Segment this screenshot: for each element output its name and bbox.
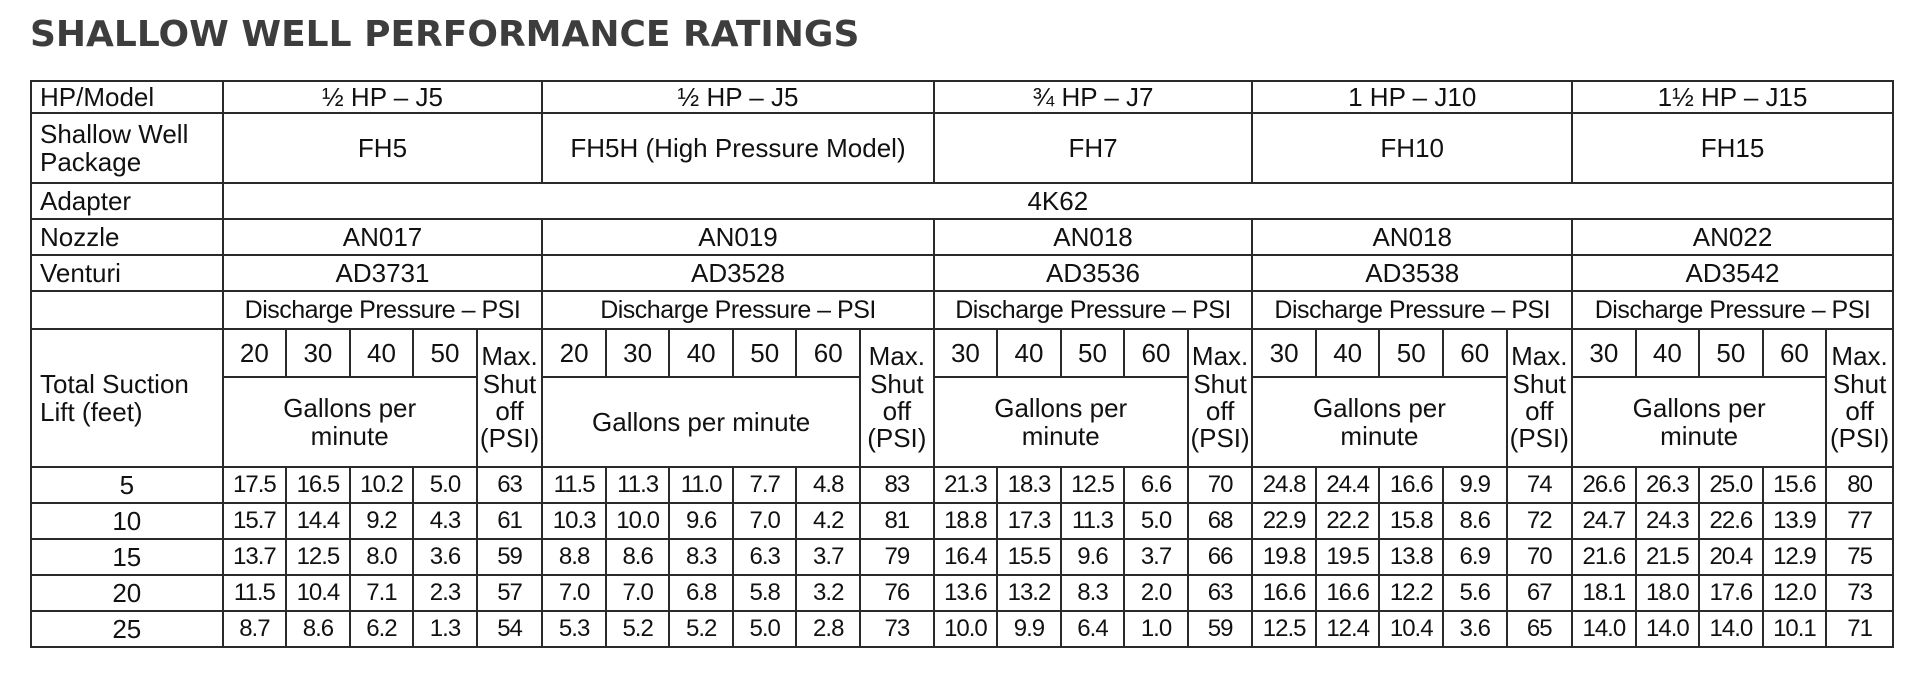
gpm-value: 13.2: [997, 575, 1061, 611]
hp-model-cell: ¾ HP – J7: [934, 81, 1253, 113]
gpm-value: 3.6: [1443, 611, 1507, 647]
max-shutoff-line: off: [495, 396, 524, 426]
table-row: [31, 503, 1893, 539]
gpm-value: 14.0: [1572, 611, 1636, 647]
max-shutoff-value: 75: [1826, 539, 1893, 575]
hp-model-cell: 1½ HP – J15: [1572, 81, 1893, 113]
max-shutoff-line: off: [1845, 396, 1874, 426]
hp-model-cell: 1 HP – J10: [1252, 81, 1572, 113]
max-shutoff-line: Shut: [1193, 368, 1247, 399]
gpm-value: 2.8: [796, 611, 860, 647]
pressure-header: 40: [350, 329, 414, 377]
pressure-header: 60: [1124, 329, 1188, 377]
package-cell: FH5: [223, 113, 543, 183]
gpm-value: 7.0: [606, 575, 670, 611]
gpm-value: 10.0: [934, 611, 998, 647]
gpm-value: 16.4: [934, 539, 998, 575]
gpm-value: 3.7: [796, 539, 860, 575]
gpm-value: 12.2: [1379, 575, 1443, 611]
gpm-value: 8.8: [542, 539, 606, 575]
gpm-value: 8.6: [606, 539, 670, 575]
gpm-line: minute: [1021, 421, 1100, 451]
gpm-value: 10.3: [542, 503, 606, 539]
max-shutoff-value: 77: [1826, 503, 1893, 539]
gpm-line: Gallons per: [1632, 392, 1766, 423]
gpm-value: 14.0: [1636, 611, 1700, 647]
gpm-value: 12.5: [286, 539, 350, 575]
max-shutoff-value: 74: [1507, 467, 1573, 503]
gpm-value: 9.6: [669, 503, 733, 539]
gpm-value: 20.4: [1699, 539, 1763, 575]
discharge-pressure-header: Discharge Pressure – PSI: [1572, 291, 1893, 329]
gpm-value: 18.8: [934, 503, 998, 539]
nozzle-cell: AN018: [1252, 219, 1572, 255]
gpm-value: 10.1: [1763, 611, 1827, 647]
gpm-value: 8.3: [669, 539, 733, 575]
table-row: [31, 329, 1893, 377]
discharge-pressure-header: Discharge Pressure – PSI: [223, 291, 543, 329]
gpm-value: 12.0: [1763, 575, 1827, 611]
gpm-value: 22.6: [1699, 503, 1763, 539]
gpm-value: 10.0: [606, 503, 670, 539]
pressure-header: 50: [1061, 329, 1125, 377]
gpm-value: 16.5: [286, 467, 350, 503]
max-shutoff-line: Shut: [482, 368, 537, 399]
gpm-value: 4.3: [413, 503, 477, 539]
gpm-value: 15.8: [1379, 503, 1443, 539]
gallons-per-minute-header: [934, 377, 1188, 467]
table-row: [31, 291, 1893, 329]
table-row: [31, 611, 1893, 647]
gpm-line: Gallons per: [1312, 392, 1446, 423]
pressure-header: 40: [669, 329, 733, 377]
pressure-header: 30: [1252, 329, 1316, 377]
gpm-value: 6.2: [350, 611, 414, 647]
empty-label-cell: [31, 291, 223, 329]
pressure-header: 30: [934, 329, 998, 377]
gpm-value: 12.5: [1252, 611, 1316, 647]
gpm-value: 6.4: [1061, 611, 1125, 647]
gpm-value: 17.6: [1699, 575, 1763, 611]
max-shutoff-value: 80: [1826, 467, 1893, 503]
row-label-line: Lift (feet): [40, 397, 143, 427]
gpm-value: 10.4: [286, 575, 350, 611]
pressure-header: 60: [1443, 329, 1507, 377]
pressure-header: 50: [733, 329, 797, 377]
max-shutoff-value: 63: [477, 467, 543, 503]
max-shutoff-line: Max.: [1831, 341, 1888, 372]
max-shutoff-line: off: [1525, 396, 1554, 426]
gpm-value: 26.6: [1572, 467, 1636, 503]
max-shutoff-line: (PSI): [1190, 423, 1250, 454]
nozzle-cell: AN019: [542, 219, 933, 255]
pressure-header: 60: [796, 329, 860, 377]
gpm-value: 24.4: [1316, 467, 1380, 503]
max-shutoff-value: 70: [1188, 467, 1253, 503]
pressure-header: 60: [1763, 329, 1827, 377]
gpm-value: 15.7: [223, 503, 287, 539]
table-row: [31, 113, 1893, 183]
gpm-value: 18.3: [997, 467, 1061, 503]
max-shutoff-line: Shut: [1832, 368, 1887, 399]
gpm-value: 9.9: [1443, 467, 1507, 503]
max-shutoff-line: off: [1205, 396, 1235, 426]
max-shutoff-value: 73: [860, 611, 934, 647]
gpm-value: 11.5: [223, 575, 287, 611]
gpm-value: 6.6: [1124, 467, 1188, 503]
gpm-value: 16.6: [1379, 467, 1443, 503]
row-label-hp-model: HP/Model: [31, 81, 223, 113]
max-shutoff-line: Max.: [868, 341, 925, 372]
package-cell: FH15: [1572, 113, 1893, 183]
gpm-value: 15.5: [997, 539, 1061, 575]
gpm-value: 8.7: [223, 611, 287, 647]
gallons-per-minute-header: [1572, 377, 1826, 467]
row-label-package: [31, 113, 223, 183]
hp-model-cell: ½ HP – J5: [542, 81, 933, 113]
row-label-line: Total Suction: [40, 368, 189, 399]
table-row: [31, 183, 1893, 219]
max-shutoff-line: Max.: [1511, 341, 1568, 372]
pressure-header: 40: [1636, 329, 1700, 377]
gpm-line: minute: [310, 421, 389, 451]
gpm-value: 13.8: [1379, 539, 1443, 575]
max-shutoff-line: Max.: [481, 341, 538, 372]
discharge-pressure-header: Discharge Pressure – PSI: [1252, 291, 1572, 329]
gpm-value: 21.5: [1636, 539, 1700, 575]
gpm-value: 7.0: [542, 575, 606, 611]
gpm-value: 5.8: [733, 575, 797, 611]
gpm-value: 12.9: [1763, 539, 1827, 575]
venturi-cell: AD3536: [934, 255, 1253, 291]
gpm-value: 9.2: [350, 503, 414, 539]
nozzle-cell: AN022: [1572, 219, 1893, 255]
row-label-line: Package: [40, 147, 142, 177]
table-row: [31, 467, 1893, 503]
gpm-value: 22.2: [1316, 503, 1380, 539]
table-row: [31, 81, 1893, 113]
nozzle-cell: AN018: [934, 219, 1253, 255]
gpm-value: 5.0: [1124, 503, 1188, 539]
gpm-value: 5.0: [413, 467, 477, 503]
max-shutoff-value: 59: [477, 539, 543, 575]
gpm-value: 5.2: [669, 611, 733, 647]
table-row: [31, 539, 1893, 575]
gpm-value: 21.6: [1572, 539, 1636, 575]
gpm-value: 24.8: [1252, 467, 1316, 503]
gpm-line: Gallons per: [283, 392, 417, 423]
discharge-pressure-header: Discharge Pressure – PSI: [542, 291, 933, 329]
gpm-value: 14.4: [286, 503, 350, 539]
row-label-line: Shallow Well: [40, 118, 189, 149]
gpm-value: 7.1: [350, 575, 414, 611]
gpm-value: 18.0: [1636, 575, 1700, 611]
gpm-value: 1.3: [413, 611, 477, 647]
gpm-value: 15.6: [1763, 467, 1827, 503]
gpm-value: 3.2: [796, 575, 860, 611]
gpm-value: 7.7: [733, 467, 797, 503]
gpm-value: 1.0: [1124, 611, 1188, 647]
venturi-cell: AD3538: [1252, 255, 1572, 291]
row-label-venturi: Venturi: [31, 255, 223, 291]
gpm-value: 6.9: [1443, 539, 1507, 575]
gpm-value: 3.7: [1124, 539, 1188, 575]
pressure-header: 30: [286, 329, 350, 377]
package-cell: FH7: [934, 113, 1253, 183]
max-shutoff-value: 81: [860, 503, 934, 539]
max-shutoff-line: (PSI): [1509, 423, 1569, 454]
gpm-line: minute: [1340, 421, 1419, 451]
package-cell: FH5H (High Pressure Model): [542, 113, 933, 183]
max-shutoff-line: Max.: [1191, 341, 1249, 372]
pressure-header: 40: [997, 329, 1061, 377]
performance-table: [30, 80, 1894, 648]
max-shutoff-value: 68: [1188, 503, 1253, 539]
pressure-header: 50: [413, 329, 477, 377]
max-shutoff-value: 72: [1507, 503, 1573, 539]
suction-lift-value: 20: [31, 575, 223, 611]
gpm-value: 26.3: [1636, 467, 1700, 503]
gpm-value: 24.7: [1572, 503, 1636, 539]
pressure-header: 40: [1316, 329, 1380, 377]
gpm-line: Gallons per: [994, 392, 1128, 423]
gpm-value: 8.6: [1443, 503, 1507, 539]
gpm-value: 5.6: [1443, 575, 1507, 611]
max-shutoff-value: 57: [477, 575, 543, 611]
max-shutoff-header: [477, 329, 543, 467]
gpm-value: 21.3: [934, 467, 998, 503]
gpm-value: 13.6: [934, 575, 998, 611]
gpm-value: 14.0: [1699, 611, 1763, 647]
gallons-per-minute-header: [542, 377, 860, 467]
venturi-cell: AD3542: [1572, 255, 1893, 291]
gpm-line: Gallons per minute: [592, 406, 811, 437]
gpm-value: 22.9: [1252, 503, 1316, 539]
gpm-value: 2.3: [413, 575, 477, 611]
gpm-value: 11.5: [542, 467, 606, 503]
max-shutoff-line: (PSI): [867, 423, 927, 454]
nozzle-cell: AN017: [223, 219, 543, 255]
pressure-header: 50: [1379, 329, 1443, 377]
gpm-value: 24.3: [1636, 503, 1700, 539]
package-cell: FH10: [1252, 113, 1572, 183]
suction-lift-value: 25: [31, 611, 223, 647]
max-shutoff-header: [1188, 329, 1253, 467]
gpm-value: 17.5: [223, 467, 287, 503]
max-shutoff-line: (PSI): [1829, 423, 1890, 454]
max-shutoff-value: 66: [1188, 539, 1253, 575]
max-shutoff-value: 71: [1826, 611, 1893, 647]
gpm-value: 16.6: [1252, 575, 1316, 611]
gpm-value: 10.2: [350, 467, 414, 503]
gpm-value: 13.7: [223, 539, 287, 575]
hp-model-cell: ½ HP – J5: [223, 81, 543, 113]
page-title: SHALLOW WELL PERFORMANCE RATINGS: [30, 14, 860, 55]
gpm-value: 4.8: [796, 467, 860, 503]
gpm-value: 5.3: [542, 611, 606, 647]
max-shutoff-header: [860, 329, 934, 467]
gpm-value: 2.0: [1124, 575, 1188, 611]
table-row: [31, 255, 1893, 291]
gpm-value: 7.0: [733, 503, 797, 539]
gpm-value: 6.3: [733, 539, 797, 575]
gpm-value: 9.6: [1061, 539, 1125, 575]
gallons-per-minute-header: [223, 377, 477, 467]
gpm-line: minute: [1660, 421, 1739, 451]
max-shutoff-line: (PSI): [479, 423, 540, 454]
gpm-value: 11.3: [1061, 503, 1125, 539]
max-shutoff-value: 54: [477, 611, 543, 647]
max-shutoff-header: [1826, 329, 1893, 467]
gpm-value: 12.5: [1061, 467, 1125, 503]
max-shutoff-value: 61: [477, 503, 543, 539]
max-shutoff-value: 73: [1826, 575, 1893, 611]
gpm-value: 19.5: [1316, 539, 1380, 575]
gpm-value: 5.2: [606, 611, 670, 647]
suction-lift-value: 10: [31, 503, 223, 539]
pressure-header: 30: [1572, 329, 1636, 377]
table-row: [31, 575, 1893, 611]
gpm-value: 3.6: [413, 539, 477, 575]
gallons-per-minute-header: [1252, 377, 1506, 467]
max-shutoff-value: 76: [860, 575, 934, 611]
gpm-value: 9.9: [997, 611, 1061, 647]
pressure-header: 30: [606, 329, 670, 377]
discharge-pressure-header: Discharge Pressure – PSI: [934, 291, 1253, 329]
gpm-value: 18.1: [1572, 575, 1636, 611]
gpm-value: 8.3: [1061, 575, 1125, 611]
max-shutoff-value: 79: [860, 539, 934, 575]
row-label-suction-lift: [31, 329, 223, 467]
gpm-value: 11.3: [606, 467, 670, 503]
max-shutoff-value: 63: [1188, 575, 1253, 611]
gpm-value: 4.2: [796, 503, 860, 539]
gpm-value: 8.6: [286, 611, 350, 647]
pressure-header: 20: [223, 329, 287, 377]
max-shutoff-value: 83: [860, 467, 934, 503]
max-shutoff-line: off: [882, 396, 912, 426]
max-shutoff-value: 59: [1188, 611, 1253, 647]
venturi-cell: AD3731: [223, 255, 543, 291]
gpm-value: 17.3: [997, 503, 1061, 539]
max-shutoff-line: Shut: [1512, 368, 1567, 399]
gpm-value: 13.9: [1763, 503, 1827, 539]
table-row: [31, 219, 1893, 255]
gpm-value: 25.0: [1699, 467, 1763, 503]
pressure-header: 20: [542, 329, 606, 377]
gpm-value: 8.0: [350, 539, 414, 575]
gpm-value: 12.4: [1316, 611, 1380, 647]
gpm-value: 6.8: [669, 575, 733, 611]
max-shutoff-value: 65: [1507, 611, 1573, 647]
gpm-value: 10.4: [1379, 611, 1443, 647]
max-shutoff-header: [1507, 329, 1573, 467]
table-row: [31, 377, 1893, 467]
suction-lift-value: 15: [31, 539, 223, 575]
adapter-cell: 4K62: [223, 183, 1893, 219]
row-label-nozzle: Nozzle: [31, 219, 223, 255]
gpm-value: 16.6: [1316, 575, 1380, 611]
gpm-value: 11.0: [669, 467, 733, 503]
max-shutoff-line: Shut: [870, 368, 924, 399]
venturi-cell: AD3528: [542, 255, 933, 291]
max-shutoff-value: 67: [1507, 575, 1573, 611]
pressure-header: 50: [1699, 329, 1763, 377]
row-label-adapter: Adapter: [31, 183, 223, 219]
gpm-value: 19.8: [1252, 539, 1316, 575]
suction-lift-value: 5: [31, 467, 223, 503]
gpm-value: 5.0: [733, 611, 797, 647]
max-shutoff-value: 70: [1507, 539, 1573, 575]
